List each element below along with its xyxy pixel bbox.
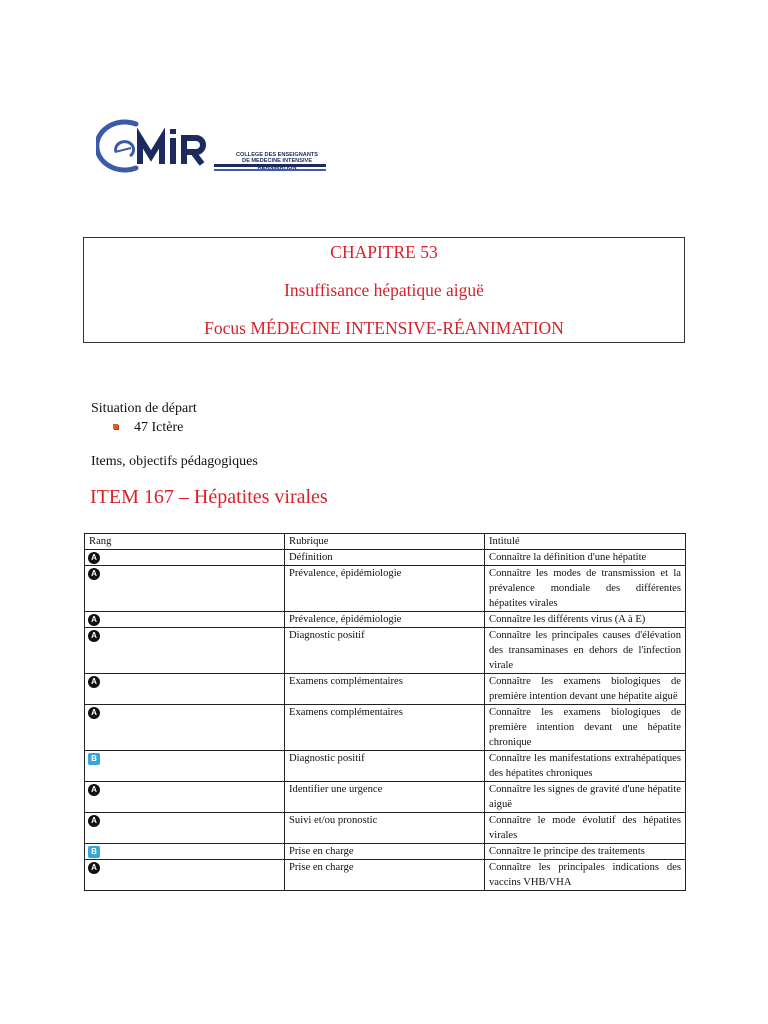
rank-a-badge: A — [88, 862, 100, 874]
rank-a-badge: A — [88, 552, 100, 564]
rang-cell — [85, 674, 285, 705]
rubrique-cell: Suivi et/ou pronostic — [285, 813, 485, 844]
cemir-logo-mark — [96, 118, 336, 182]
rang-cell — [85, 550, 285, 566]
column-header-rang: Rang — [85, 534, 285, 550]
intitule-cell: Connaître la définition d'une hépatite — [485, 550, 686, 566]
logo-subtitle-line: REANIMATION — [257, 164, 297, 171]
table-row — [85, 628, 686, 674]
rang-cell — [85, 612, 285, 628]
rubrique-cell: Prévalence, épidémiologie — [285, 612, 485, 628]
rubrique-cell: Identifier une urgence — [285, 782, 485, 813]
table-row — [85, 612, 686, 628]
rang-cell — [85, 844, 285, 860]
intitule-cell: Connaître les principales causes d'élévation des transaminases en dehors de l'infection virale — [485, 628, 686, 674]
table-row — [85, 813, 686, 844]
rubrique-cell: Examens complémentaires — [285, 705, 485, 751]
rang-cell — [85, 751, 285, 782]
rank-a-badge: A — [88, 614, 100, 626]
rank-a-badge: A — [88, 630, 100, 642]
situation-item-label: 47 Ictère — [134, 420, 184, 435]
rank-a-badge: A — [88, 676, 100, 688]
rubrique-cell: Définition — [285, 550, 485, 566]
rubrique-cell: Prévalence, épidémiologie — [285, 566, 485, 612]
rang-cell — [85, 705, 285, 751]
intitule-cell: Connaître les principales indications des vaccins VHB/VHA — [485, 860, 686, 891]
table-row — [85, 705, 686, 751]
column-header-rubrique: Rubrique — [285, 534, 485, 550]
logo-subtitle-line: DE MEDECINE INTENSIVE — [242, 158, 312, 165]
rank-a-badge: A — [88, 707, 100, 719]
logo-subtitle-line: COLLEGE DES ENSEIGNANTS — [235, 152, 319, 158]
intitule-cell: Connaître le mode évolutif des hépatites virales — [485, 813, 686, 844]
situation-list-item — [113, 420, 183, 436]
chapter-focus: Focus MÉDECINE INTENSIVE-RÉANIMATION — [204, 318, 564, 338]
table-body — [85, 550, 686, 891]
intitule-cell: Connaître les modes de transmission et la prévalence mondiale des différentes hépatites virales — [485, 566, 686, 612]
table-row — [85, 751, 686, 782]
table-row — [85, 844, 686, 860]
chapter-header-box — [83, 237, 685, 343]
chapter-number: CHAPITRE 53 — [330, 242, 438, 262]
intitule-cell: Connaître les examens biologiques de première intention devant une hépatite aiguë — [485, 674, 686, 705]
rubrique-cell: Prise en charge — [285, 860, 485, 891]
rang-cell — [85, 813, 285, 844]
rubrique-cell: Diagnostic positif — [285, 751, 485, 782]
rang-cell — [85, 566, 285, 612]
table-row — [85, 782, 686, 813]
rang-cell — [85, 860, 285, 891]
rank-a-badge: A — [88, 815, 100, 827]
table-row — [85, 566, 686, 612]
rubrique-cell: Diagnostic positif — [285, 628, 485, 674]
logo-subtitle — [227, 152, 327, 171]
table-row — [85, 674, 686, 705]
intitule-cell: Connaître le principe des traitements — [485, 844, 686, 860]
rubrique-cell: Examens complémentaires — [285, 674, 485, 705]
table-row — [85, 860, 686, 891]
objectives-table — [84, 533, 686, 891]
rank-a-badge: A — [88, 784, 100, 796]
bullet-icon — [113, 424, 118, 429]
item-title: ITEM 167 – Hépatites virales — [90, 486, 328, 508]
rank-b-badge: B — [88, 846, 100, 858]
objectives-title: Items, objectifs pédagogiques — [91, 454, 258, 469]
table-header-row — [85, 534, 686, 550]
intitule-cell: Connaître les manifestations extrahépatiques des hépatites chroniques — [485, 751, 686, 782]
rang-cell — [85, 782, 285, 813]
rang-cell — [85, 628, 285, 674]
intitule-cell: Connaître les signes de gravité d'une hépatite aiguë — [485, 782, 686, 813]
rank-a-badge: A — [88, 568, 100, 580]
column-header-intitule: Intitulé — [485, 534, 686, 550]
situation-title: Situation de départ — [91, 401, 197, 416]
table-row — [85, 550, 686, 566]
rubrique-cell: Prise en charge — [285, 844, 485, 860]
rank-b-badge: B — [88, 753, 100, 765]
intitule-cell: Connaître les différents virus (A à E) — [485, 612, 686, 628]
cemir-logo — [96, 118, 336, 182]
chapter-title: Insuffisance hépatique aiguë — [284, 280, 484, 300]
intitule-cell: Connaître les examens biologiques de première intention devant une hépatite chronique — [485, 705, 686, 751]
